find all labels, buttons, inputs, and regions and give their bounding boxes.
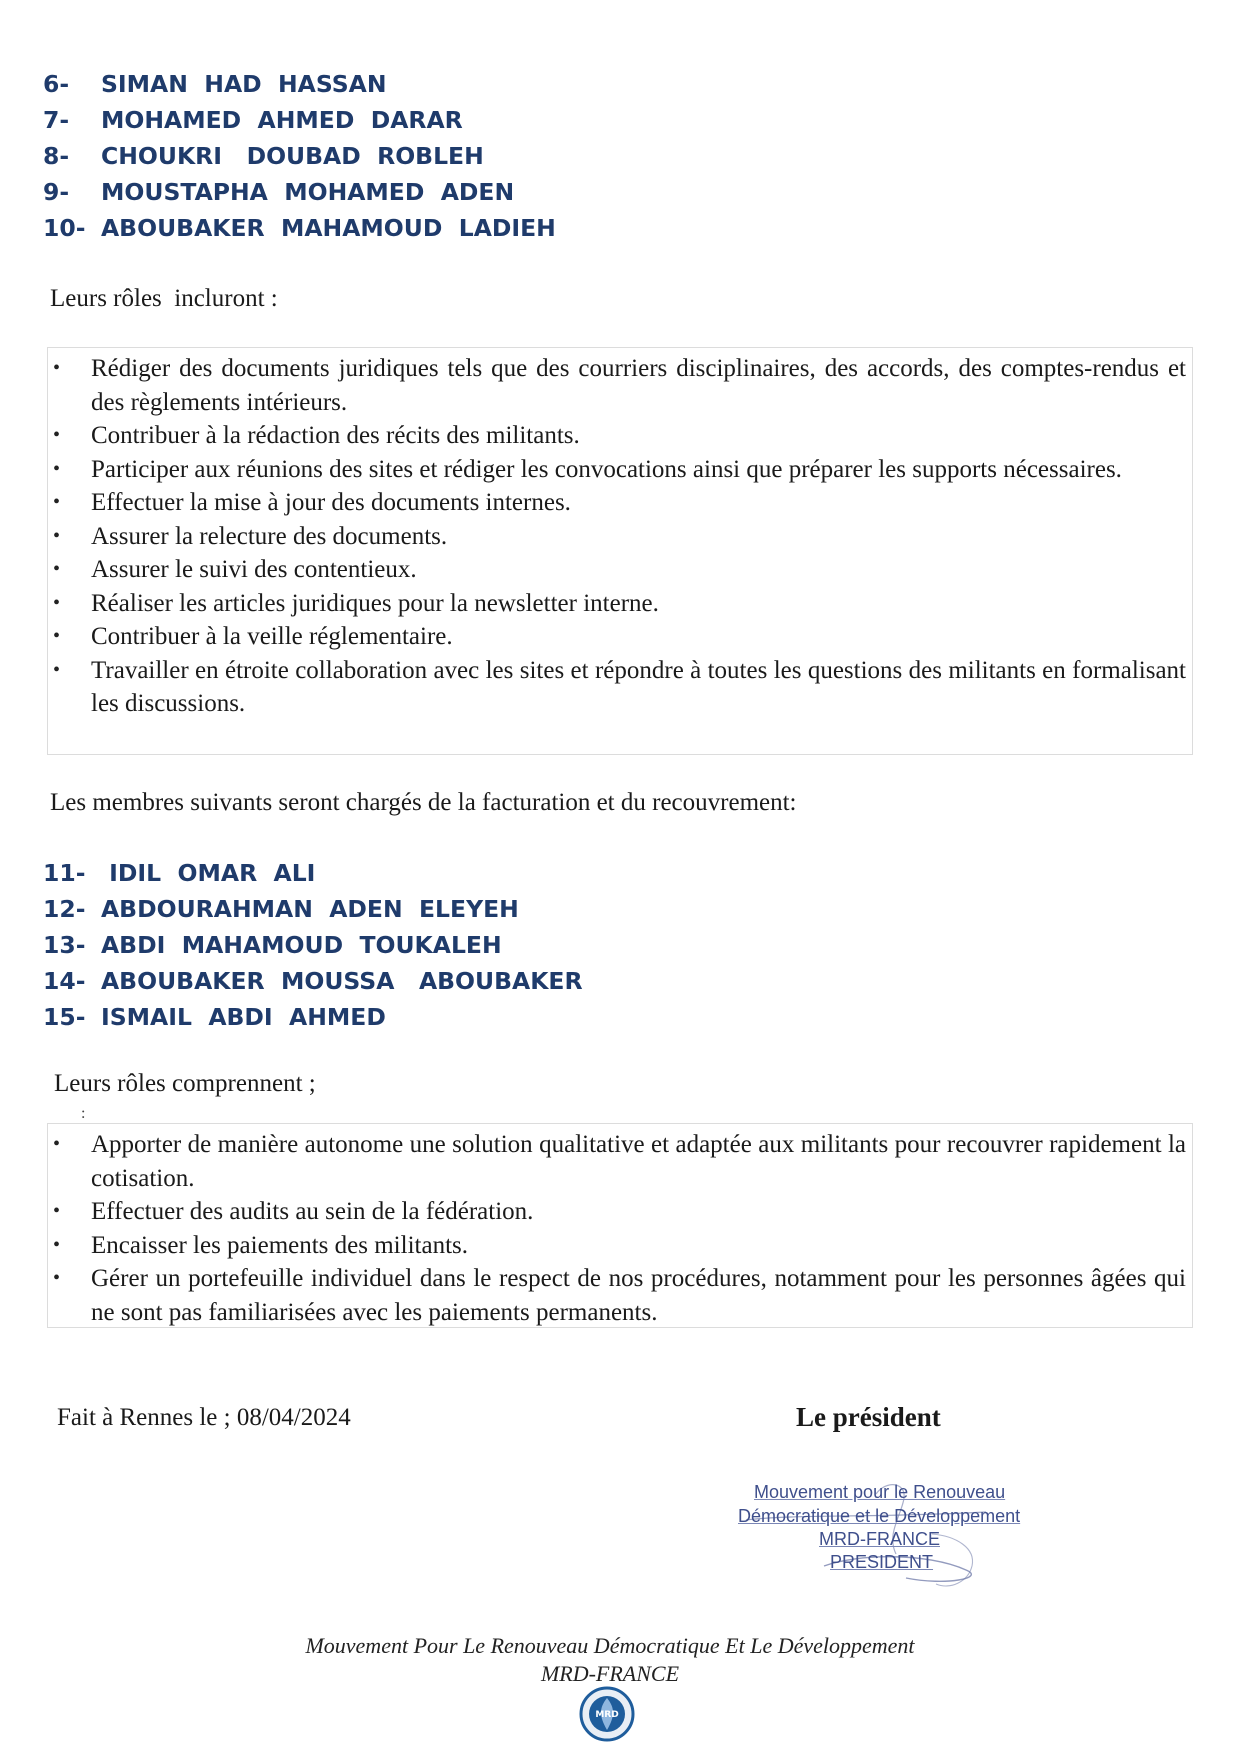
- member-name: MOUSTAPHA MOHAMED ADEN: [101, 178, 515, 206]
- member-item: [43, 963, 583, 999]
- roles-box-billing: [47, 1123, 1193, 1328]
- member-number: 15-: [43, 1003, 86, 1031]
- member-name: CHOUKRI DOUBAD ROBLEH: [101, 142, 484, 170]
- roles-list-legal: [48, 352, 1186, 721]
- role-item: • Assurer le suivi des contentieux.: [48, 553, 1186, 587]
- role-item: • Apporter de manière autonome une solution qualitative et adaptée aux militants pour recouvrer rapidement la cotisation.: [48, 1128, 1186, 1195]
- member-name: ABOUBAKER MAHAMOUD LADIEH: [101, 214, 556, 242]
- member-item: [43, 66, 556, 102]
- footer-org-name: Mouvement Pour Le Renouveau Démocratique Et Le Développement: [305, 1633, 915, 1658]
- place-date: Fait à Rennes le ; 08/04/2024: [57, 1404, 351, 1431]
- role-item: • Travailler en étroite collaboration avec les sites et répondre à toutes les questions des militants en formalisant les discussions.: [48, 654, 1186, 721]
- member-item: [43, 210, 556, 246]
- member-number: 9-: [43, 178, 70, 206]
- member-item: [43, 138, 556, 174]
- role-item: • Effectuer des audits au sein de la fédération.: [48, 1195, 1186, 1229]
- member-item: [43, 174, 556, 210]
- member-number: 12-: [43, 895, 86, 923]
- member-item: [43, 855, 583, 891]
- member-number: 11-: [43, 859, 86, 887]
- billing-intro: Les membres suivants seront chargés de la facturation et du recouvrement:: [50, 789, 797, 816]
- stamp-line: PRESIDENT: [830, 1552, 934, 1572]
- member-list-billing: [43, 855, 583, 1035]
- member-name: ABDOURAHMAN ADEN ELEYEH: [101, 895, 519, 923]
- mrd-logo-icon: [579, 1686, 635, 1742]
- role-item: • Gérer un portefeuille individuel dans le respect de nos procédures, notamment pour les personnes âgées qui ne sont pas familiarisées avec les paiements permanents.: [48, 1262, 1186, 1329]
- logo-text: MRD: [595, 1710, 619, 1720]
- stamp-line: Démocratique et le Développement: [738, 1506, 1021, 1526]
- role-item: • Encaisser les paiements des militants.: [48, 1229, 1186, 1263]
- member-name: SIMAN HAD HASSAN: [101, 70, 387, 98]
- roles-box-legal: [47, 347, 1193, 755]
- member-number: 14-: [43, 967, 86, 995]
- stamp-line: MRD-FRANCE: [819, 1529, 940, 1549]
- member-item: [43, 999, 583, 1035]
- stray-colon: :: [81, 1105, 86, 1122]
- member-name: ABDI MAHAMOUD TOUKALEH: [101, 931, 502, 959]
- member-number: 8-: [43, 142, 70, 170]
- roles-intro-legal: Leurs rôles incluront :: [50, 285, 278, 312]
- member-list-legal: [43, 66, 556, 246]
- member-number: 10-: [43, 214, 86, 242]
- member-name: ABOUBAKER MOUSSA ABOUBAKER: [101, 967, 583, 995]
- member-item: [43, 927, 583, 963]
- member-item: [43, 891, 583, 927]
- member-number: 13-: [43, 931, 86, 959]
- role-item: • Effectuer la mise à jour des documents internes.: [48, 486, 1186, 520]
- role-item: • Contribuer à la rédaction des récits des militants.: [48, 419, 1186, 453]
- role-item: • Participer aux réunions des sites et rédiger les convocations ainsi que préparer les supports nécessaires.: [48, 453, 1186, 487]
- member-item: [43, 102, 556, 138]
- role-item: • Réaliser les articles juridiques pour la newsletter interne.: [48, 587, 1186, 621]
- member-name: MOHAMED AHMED DARAR: [101, 106, 463, 134]
- member-name: IDIL OMAR ALI: [101, 859, 316, 887]
- member-number: 7-: [43, 106, 70, 134]
- member-name: ISMAIL ABDI AHMED: [101, 1003, 386, 1031]
- signatory-title: Le président: [796, 1402, 941, 1432]
- role-item: • Contribuer à la veille réglementaire.: [48, 620, 1186, 654]
- member-number: 6-: [43, 70, 70, 98]
- president-stamp: [736, 1474, 1026, 1602]
- roles-intro-billing: Leurs rôles comprennent ;: [54, 1070, 316, 1097]
- role-item: • Assurer la relecture des documents.: [48, 520, 1186, 554]
- footer-org-acronym: MRD-FRANCE: [540, 1661, 680, 1686]
- role-item: • Rédiger des documents juridiques tels que des courriers disciplinaires, des accords, des comptes-rendus et des règlements intérieurs.: [48, 352, 1186, 419]
- roles-list-billing: [48, 1128, 1186, 1329]
- stamp-line: Mouvement pour le Renouveau: [754, 1482, 1006, 1502]
